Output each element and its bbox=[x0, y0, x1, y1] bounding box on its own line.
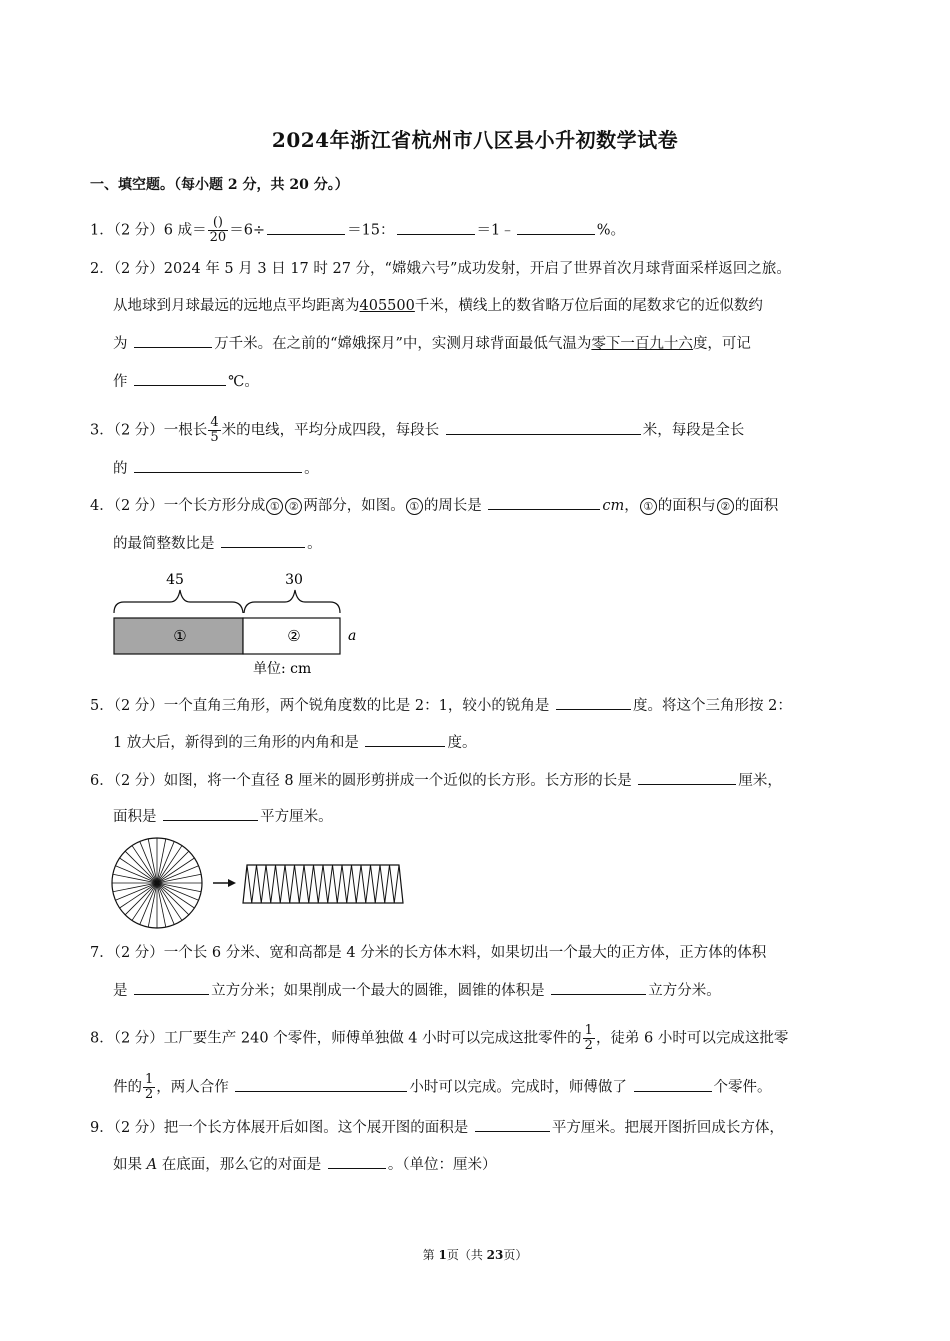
question-6-line-2: 面积是 平方厘米。 bbox=[113, 806, 333, 827]
answer-blank[interactable] bbox=[551, 980, 646, 995]
region-1-label: ① bbox=[173, 627, 187, 645]
arrow-icon bbox=[228, 879, 236, 887]
sector-line bbox=[125, 883, 157, 915]
fraction: $\frac{1}{2}$ bbox=[584, 1023, 593, 1053]
question-2-line-3: 为 万千米。在之前的“嫦娥探月”中，实测月球背面最低气温为零下一百九十六度，可记 bbox=[113, 333, 751, 354]
fraction: $\frac{()}{20}$ bbox=[209, 215, 227, 245]
question-5-line-1: 5．（2 分）一个直角三角形，两个锐角度数的比是 2：1，较小的锐角是 度。将这个三角形按 2： bbox=[90, 695, 792, 716]
answer-blank[interactable] bbox=[134, 980, 209, 995]
sector-line bbox=[157, 851, 189, 883]
answer-blank[interactable] bbox=[328, 1154, 386, 1169]
section-heading: 一、填空题。（每小题 2 分，共 20 分。） bbox=[90, 177, 349, 193]
question-2-line-4: 作 ℃。 bbox=[113, 371, 259, 392]
page-title: 2024年浙江省杭州市八区县小升初数学试卷 bbox=[271, 128, 679, 152]
unit-label: 单位: cm bbox=[253, 661, 312, 677]
answer-blank[interactable] bbox=[235, 1077, 407, 1092]
zigzag-lines bbox=[247, 865, 399, 903]
region-2-label: ② bbox=[287, 627, 301, 645]
question-2-line-1: 2．（2 分）2024 年 5 月 3 日 17 时 27 分，“嫦娥六号”成功发射，开启了世界首次月球背面采样返回之旅。 bbox=[90, 261, 791, 277]
answer-blank[interactable] bbox=[475, 1117, 550, 1132]
question-8-line-1: 8．（2 分）工厂要生产 240 个零件，师傅单独做 4 小时可以完成这批零件的 $\frac{1}{2}$ ，徒弟 6 小时可以完成这批零 bbox=[90, 1023, 789, 1053]
question-7-line-2: 是 立方分米；如果削成一个最大的圆锥，圆锥的体积是 立方分米。 bbox=[113, 980, 721, 1001]
page-footer: 第 1页（共 23页） bbox=[422, 1248, 528, 1262]
question-9-line-2: 如果 A 在底面，那么它的对面是 。（单位：厘米） bbox=[113, 1154, 497, 1175]
sector-line bbox=[157, 883, 189, 915]
figure-label-45: 45 bbox=[166, 572, 184, 588]
fraction: $\frac{4}{5}$ bbox=[210, 415, 219, 445]
approximate-rectangle bbox=[243, 865, 403, 903]
question-6-line-1: 6．（2 分）如图，将一个直径 8 厘米的圆形剪拼成一个近似的长方形。长方形的长是 厘米， bbox=[90, 770, 782, 791]
answer-blank[interactable] bbox=[634, 1077, 712, 1092]
question-7-line-1: 7．（2 分）一个长 6 分米、宽和高都是 4 分米的长方体木料，如果切出一个最大的正方体，正方体的体积 bbox=[90, 945, 767, 961]
sector-line bbox=[125, 851, 157, 883]
question-8-line-2: 件的 $\frac{1}{2}$ ，两人合作 小时可以完成。完成时，师傅做了 个零件。 bbox=[113, 1072, 772, 1102]
question-1: 1．（2 分）6 成＝ $\frac{()}{20}$ ＝6÷ ＝15： ＝1﹣ %。 bbox=[90, 215, 626, 245]
question-4-line-2: 的最简整数比是 。 bbox=[113, 533, 322, 554]
question-3-line-1: 3．（2 分）一根长 $\frac{4}{5}$ 米的电线，平均分成四段，每段长 米，每段是全长 bbox=[90, 415, 745, 445]
question-5-line-2: 1 放大后，新得到的三角形的内角和是 度。 bbox=[113, 732, 476, 753]
question-3-line-2: 的 。 bbox=[113, 458, 319, 479]
question-4-line-1: 4．（2 分）一个长方形分成 ① ② 两部分，如图。 ① 的周长是 cm， ① 的面积与 ② 的面积 bbox=[90, 495, 778, 516]
question-2-line-2: 从地球到月球最远的远地点平均距离为405500千米，横线上的数省略万位后面的尾数求它的近似数约 bbox=[113, 298, 763, 314]
fraction: $\frac{1}{2}$ bbox=[145, 1072, 154, 1102]
figure-label-30: 30 bbox=[285, 572, 303, 588]
question-9-line-1: 9．（2 分）把一个长方体展开后如图。这个展开图的面积是 平方厘米。把展开图折回成长方体， bbox=[90, 1117, 784, 1138]
side-a-label: a bbox=[348, 628, 357, 644]
